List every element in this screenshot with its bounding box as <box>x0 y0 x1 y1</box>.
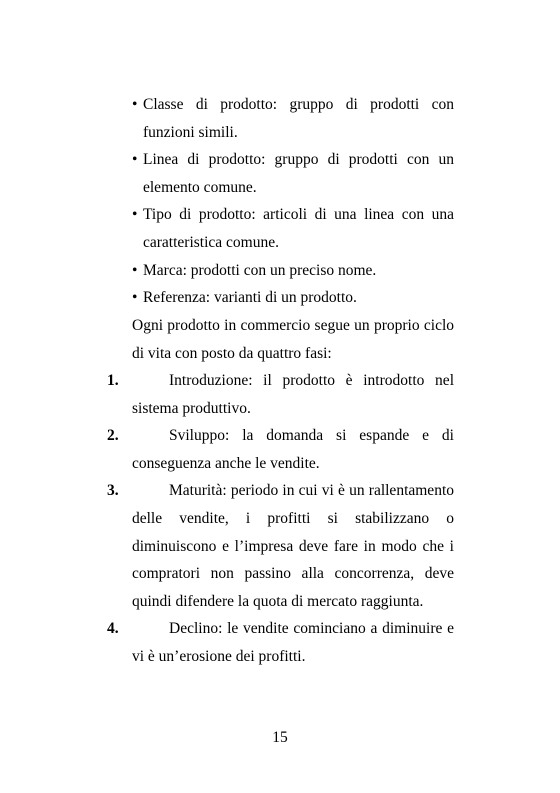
list-item <box>132 284 454 312</box>
list-item <box>132 91 454 146</box>
page-number: 15 <box>272 729 288 746</box>
phase-list <box>0 367 454 671</box>
phase-item <box>0 477 454 615</box>
bullet-marker: • <box>132 151 138 169</box>
list-item-text: Tipo di prodotto: articoli di una linea con una caratteristica comune. <box>143 206 454 251</box>
phase-item <box>0 615 454 670</box>
list-item-text: Marca: prodotti con un preciso nome. <box>143 261 377 279</box>
phase-text: Maturità: periodo in cui vi è un rallentamento delle vendite, i profitti si stabilizzano o diminuiscono e l’impresa deve fare in modo che i compratori non passino alla concorrenza, deve quindi difendere la quota di mercato raggiunta. <box>132 482 454 610</box>
bullet-marker: • <box>132 261 138 279</box>
list-item <box>132 257 454 285</box>
list-item-text: Classe di prodotto: gruppo di prodotti con funzioni simili. <box>143 96 454 141</box>
phase-number: 1. <box>107 372 119 389</box>
bullet-marker: • <box>132 289 138 307</box>
phase-item <box>0 367 454 422</box>
bullet-marker: • <box>132 206 138 224</box>
list-item-text: Linea di prodotto: gruppo di prodotti con un elemento comune. <box>143 151 454 196</box>
list-item <box>132 201 454 256</box>
phase-text: Sviluppo: la domanda si espande e di conseguenza anche le vendite. <box>132 427 454 472</box>
list-item <box>132 146 454 201</box>
phase-text: Declino: le vendite cominciano a diminuire e vi è un’erosione dei profitti. <box>132 620 454 665</box>
phase-number: 2. <box>107 427 119 445</box>
intro-paragraph: Ogni prodotto in commercio segue un proprio ciclo di vita con posto da quattro fasi: <box>132 317 454 362</box>
bullet-marker: • <box>132 96 138 113</box>
bullet-list <box>132 91 454 312</box>
phase-number: 4. <box>107 620 119 638</box>
phase-item <box>0 422 454 477</box>
phase-text: Introduzione: il prodotto è introdotto nel sistema produttivo. <box>132 372 454 417</box>
phase-number: 3. <box>107 482 119 500</box>
list-item-text: Referenza: varianti di un prodotto. <box>143 289 357 307</box>
